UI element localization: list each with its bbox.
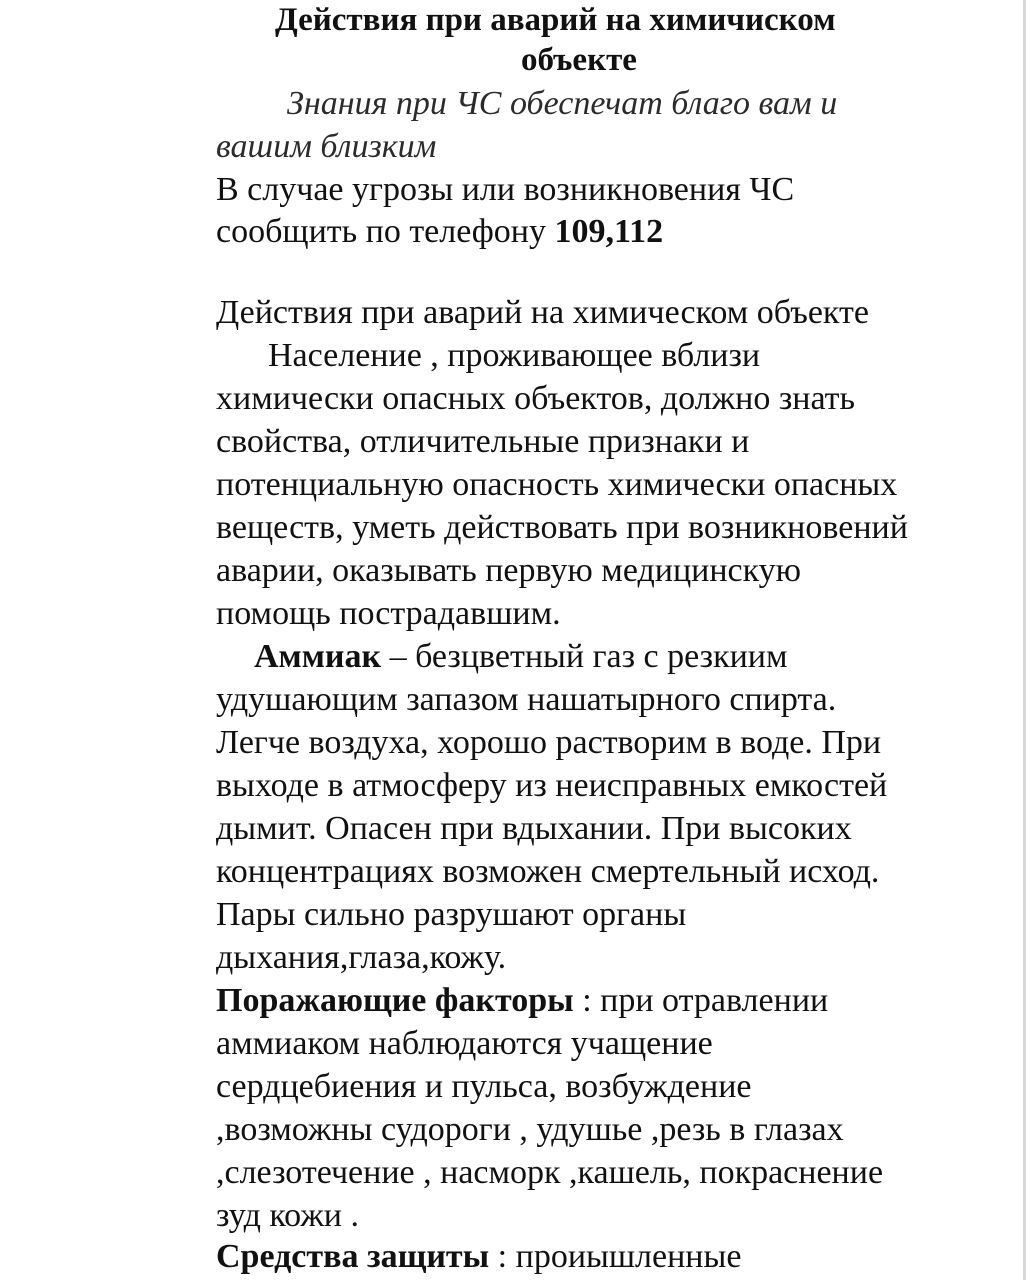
ammonia-term: Аммиак [254,638,382,675]
ammonia-line: Легче воздуха, хорошо растворим в воде. При [216,724,882,761]
ammonia-line: удушающим запазом нашатырного спирта. [216,681,837,718]
population-line: потенциальную опасность химически опасных [216,466,898,503]
motto-line-2: вашим близким [216,128,437,165]
population-line: свойства, отличительные признаки и [216,423,750,460]
document-title-line-1: Действия при аварий на химичиском [275,2,836,38]
ammonia-line: дыхания,глаза,кожу. [216,939,507,976]
ammonia-line-1-text: – безцветный газ с резкиим [381,638,788,675]
damaging-factors-line: сердцебиения и пульса, возбуждение [216,1068,752,1105]
population-line: веществ, уметь действовать при возникновений [216,509,908,546]
protection-line-1-text: : проиышленные [489,1238,742,1275]
population-line: помощь пострадавшим. [216,595,561,632]
damaging-factors-line: ,слезотечение , насморк ,кашель, покраснение [216,1154,884,1191]
ammonia-line: концентрациях возможен смертельный исход. [216,853,880,890]
damaging-factors-line-1 [216,981,828,1021]
protection-line-1 [216,1237,741,1277]
ammonia-line: Пары сильно разрушают органы [216,896,687,933]
ammonia-line-1 [254,637,788,677]
damaging-factors-line: ,возможны судороги , удушье ,резь в глазах [216,1111,844,1148]
damaging-factors-line-1-text: : при отравлении [573,982,829,1019]
document-title-line-2: объекте [521,42,637,78]
section-heading: Действия при аварий на химическом объекте [216,294,869,331]
emergency-line-2-text: сообщить по телефону [216,213,555,250]
ammonia-line: выходе в атмосферу из неисправных емкостей [216,767,888,804]
protection-term: Средства защиты [216,1238,490,1275]
emergency-line-1: В случае угрозы или возникновения ЧС [216,171,795,208]
population-line: химически опасных объектов, должно знать [216,380,856,417]
population-line: аварии, оказывать первую медицинскую [216,552,802,589]
damaging-factors-line: зуд кожи . [216,1197,360,1234]
motto-line-1: Знания при ЧС обеспечат благо вам и [287,85,838,122]
ammonia-line: дымит. Опасен при вдыхании. При высоких [216,810,852,847]
emergency-line-2 [216,212,663,252]
damaging-factors-line: аммиаком наблюдаются учащение [216,1025,713,1062]
emergency-phone-numbers: 109,112 [554,213,664,250]
population-line: Население , проживающее вблизи [268,337,761,374]
damaging-factors-term: Поражающие факторы [216,982,574,1019]
